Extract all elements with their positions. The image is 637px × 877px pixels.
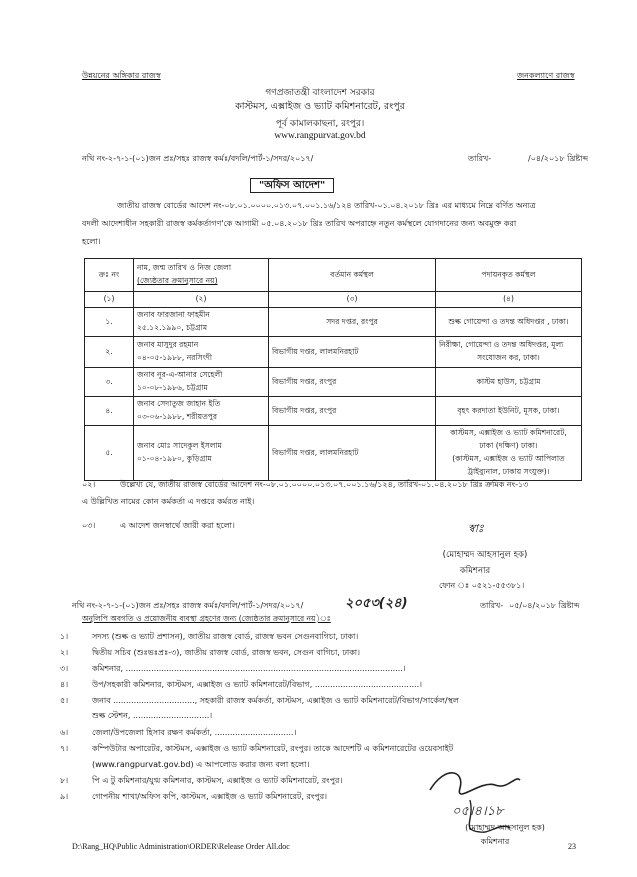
header-serial: ক্রঃ নং: [85, 259, 134, 292]
para3-number: ০৩।: [82, 521, 96, 530]
list-item: ৮। পি এ টু কমিশনার/যুগ্ম কমিশনার, কাস্টমস, এক্সাইজ ও ভ্যাট কমিশনারেট, রংপুর।: [60, 776, 343, 785]
file-path: D:\Rang_HQ\Public Administration\ORDER\Release Order All.doc: [72, 842, 290, 851]
row-serial: ৩.: [85, 368, 134, 397]
intro-line-2: বদলী আদেশাধীন সহকারী রাজস্ব কর্মকর্তাগণ'কে আগামী ০৫.০৪.২০১৮ খ্রিঃ তারিখ অপরাহ্নে নতুন কর্মস্থলে যোগদানের জন্য অবমুক্ত করা: [82, 219, 517, 228]
row-posted: কাস্টমস, এক্সাইজ ও ভ্যাট কমিশনারেট, ঢাকা (দক্ষিণ) ঢাকা। (কাস্টমস, এক্সাইজ ও ভ্যাট আপিলাত ট্রাইব্যুনাল, ঢাকায় সংযুক্ত)।: [436, 426, 582, 481]
list-item: শুল্ক স্টেশন, ..............................।: [92, 711, 213, 720]
release-table: [84, 258, 582, 481]
table-row: [85, 308, 582, 337]
reference-number: নথি নং-২-৭-১-(০১)জন প্রঃ/সহঃ রাজস্ব কর্মঃ/বদলি/পার্ট-১/সদর/২০১৭/: [82, 154, 314, 163]
colnum-3: (৩): [269, 292, 436, 308]
row-current: সদর দপ্তর, রংপুর: [269, 308, 436, 337]
table-row: [85, 426, 582, 481]
para2-line-1: উল্লেখ্য যে, জাতীয় রাজস্ব বোর্ডের আদেশ নং-০৮.০১.০০০০.০১৩.০৭.০০১.১৬/১২৪, তারিখ-০১.০৪.২০১৮ খ্রিঃ ক্রমিক নং-১৩: [120, 480, 529, 489]
intro-line-1: জাতীয় রাজস্ব বোর্ডের আদেশ নং-০৮.০১.০০০০.০১৩.০৭.০০১.১৬/১২৪ তারিখ-০১.০৪.২০১৮ খ্রিঃ এর মাধ্যমে নিম্নে বর্ণিত অন্যত্র: [117, 201, 536, 210]
row-current: বিভাগীয় দপ্তর, লালমনিরহাট: [269, 337, 436, 368]
copy-note: অনুলিপি অবগতি ও প্রয়োজনীয় ব্যবস্থা গ্রহণের জন্য (জ্যেষ্ঠতার ক্রমানুসারে নয়)ঃ: [82, 614, 331, 623]
intro-line-3: হলো।: [82, 237, 101, 246]
row-name: জনাব নূর-এ-আনার সেহেলী ১০-০৮-১৯৮৬, চট্টগ্রাম: [134, 368, 269, 397]
list-item: ২। দ্বিতীয় সচিব (শুঃভঃপ্রঃ-৩), জাতীয় রাজস্ব বোর্ড, রাজস্ব ভবন, সেগুন বাগিচা, ঢাকা।: [60, 648, 360, 657]
signatory-designation: কমিশনার: [459, 566, 491, 576]
row-posted: কাস্টম হাউস, চট্টগ্রাম: [436, 368, 582, 397]
table-row: [85, 397, 582, 426]
row-posted: শুল্ক গোয়েন্দা ও তদন্ত অধিদপ্তর , ঢাকা।: [436, 308, 582, 337]
header-current: বর্তমান কর্মস্থল: [269, 259, 436, 292]
reference-number-2: নথি নং-২-৭-১-(০১)জন প্রঃ/সহঃ রাজস্ব কর্মঃ/বদলি/পার্ট-১/সদর/২০১৭/: [72, 601, 304, 610]
row-posted: নিরীক্ষা, গোয়েন্দা ও তদন্ত অধিদপ্তর, মূল্য সংযোজন কর, ঢাকা।: [436, 337, 582, 368]
row-current: বিভাগীয় দপ্তর, রংপুর: [269, 397, 436, 426]
table-row: [85, 368, 582, 397]
list-item: ১। সদস্য (শুল্ক ও ভ্যাট প্রশাসন), জাতীয় রাজস্ব বোর্ড, রাজস্ব ভবন সেগুনবাগিচা, ঢাকা।: [60, 632, 359, 641]
list-item: ৫। জনাব ................................, সহকারী রাজস্ব কর্মকর্তা, কাস্টমস, এক্সাইজ ও ভ্যাট কমিশনারেট/বিভাগ/সার্কেল/স্থল: [60, 696, 459, 705]
handwritten-date: ০৫।৪।১৮: [452, 804, 504, 819]
list-item: (www.rangpurvat.gov.bd) এ আপলোড করার জন্য বলা হলো।: [92, 760, 310, 769]
table-row: [85, 337, 582, 368]
right-slogan: জনকল্যাণে রাজস্ব: [517, 71, 575, 80]
row-name: জনাব মোঃ সাদেকুল ইসলাম ০১-০৪-১৯৮০, কুড়িগ্রাম: [134, 426, 269, 481]
row-serial: ৪.: [85, 397, 134, 426]
office-address: পূর্ব কামালকাছনা, রংপুর।: [275, 119, 365, 129]
para2-number: ০২।: [82, 480, 96, 489]
signatory-name: (মোহাম্মদ আহসানুল হক): [442, 550, 528, 560]
list-item: ৪। উপ/সহকারী কমিশনার, কাস্টমস, এক্সাইজ ও ভ্যাট কমিশনারেট/বিভাগ, .........................................।: [60, 680, 423, 689]
gov-name: গণপ্রজাতন্ত্রী বাংলাদেশ সরকার: [265, 88, 375, 98]
row-name: জনাব ফারজানা ফাহমীন ২৫.১২.১৯৯০, চট্টগ্রাম: [134, 308, 269, 337]
colnum-1: (১): [85, 292, 134, 308]
row-serial: ৫.: [85, 426, 134, 481]
signatory-designation-2: কমিশনার: [480, 837, 510, 846]
row-current: বিভাগীয় দপ্তর, রংপুর: [269, 368, 436, 397]
colnum-4: (৪): [436, 292, 582, 308]
para2-line-2: এ উল্লিখিত নামের কোন কর্মকর্তা এ দপ্তরে কর্মরত নাই।: [82, 497, 255, 506]
date-label-2: তারিখ-: [480, 601, 504, 610]
date-value: /০৪/২০১৮ খ্রিষ্টাব্দ: [528, 154, 589, 163]
date-value-2: ০৫/০৪/২০১৮ খ্রিষ্টাব্দ: [509, 601, 580, 610]
signature-mark: স্বাঃ: [468, 522, 484, 535]
row-posted: বৃহৎ করদাতা ইউনিট, মূসক, ঢাকা।: [436, 397, 582, 426]
header-name: নাম, জন্ম তারিখ ও নিজ জেলা (জ্যেষ্ঠতার ক্রমানুসারে নয়): [134, 259, 269, 292]
para3-text: এ আদেশ জনস্বার্থে জারী করা হলো।: [120, 521, 235, 530]
date-label: তারিখ-: [468, 154, 492, 163]
list-item: ৭। কম্পিউটার অপারেটর, কাস্টমস, এক্সাইজ ও ভ্যাট কমিশনারেট, রংপুর। তাকে আদেশটি এ কমিশনারেটের ওয়েবসাইট: [60, 744, 454, 753]
header-posted: পদায়নকৃত কর্মস্থল: [436, 259, 582, 292]
row-serial: ১.: [85, 308, 134, 337]
website: www.rangpurvat.gov.bd: [274, 131, 366, 141]
order-title: "অফিস আদেশ": [250, 178, 334, 195]
colnum-2: (২): [134, 292, 269, 308]
phone: ফোন ঃ ০৫২১-৫৫৩৮১।: [439, 581, 525, 590]
left-slogan: উন্নয়নের অঙ্গিকার রাজস্ব: [82, 71, 161, 80]
handwritten-ref: ২০৫৩(২৪): [345, 596, 408, 611]
office-name: কাস্টমস, এক্সাইজ ও ভ্যাট কমিশনারেট, রংপুর: [235, 101, 405, 112]
list-item: ৯। গোপনীয় শাখা/অফিস কপি, কাস্টমস, এক্সাইজ ও ভ্যাট কমিশনারেট, রংপুর।: [60, 792, 327, 801]
row-serial: ২.: [85, 337, 134, 368]
row-name: জনাব সেদাতুজ জাহান ইতি ০৩-০৬-১৯৮৮, শরীয়তপুর: [134, 397, 269, 426]
list-item: ৩। কমিশনার, .............................................................................................................।: [60, 664, 406, 673]
list-item: ৬। জেলা/উপজেলা হিসাব রক্ষণ কর্মকর্তা, ...............................।: [60, 728, 297, 737]
row-name: জনাব মাসুদুর রহমান ০৪-০৫-১৯৮৮, নরসিংদী: [134, 337, 269, 368]
page-number: 23: [568, 842, 576, 851]
signatory-name-2: (মোহাম্মদ আহসানুল হক): [465, 823, 545, 832]
row-current: বিভাগীয় দপ্তর, লালমনিরহাট: [269, 426, 436, 481]
